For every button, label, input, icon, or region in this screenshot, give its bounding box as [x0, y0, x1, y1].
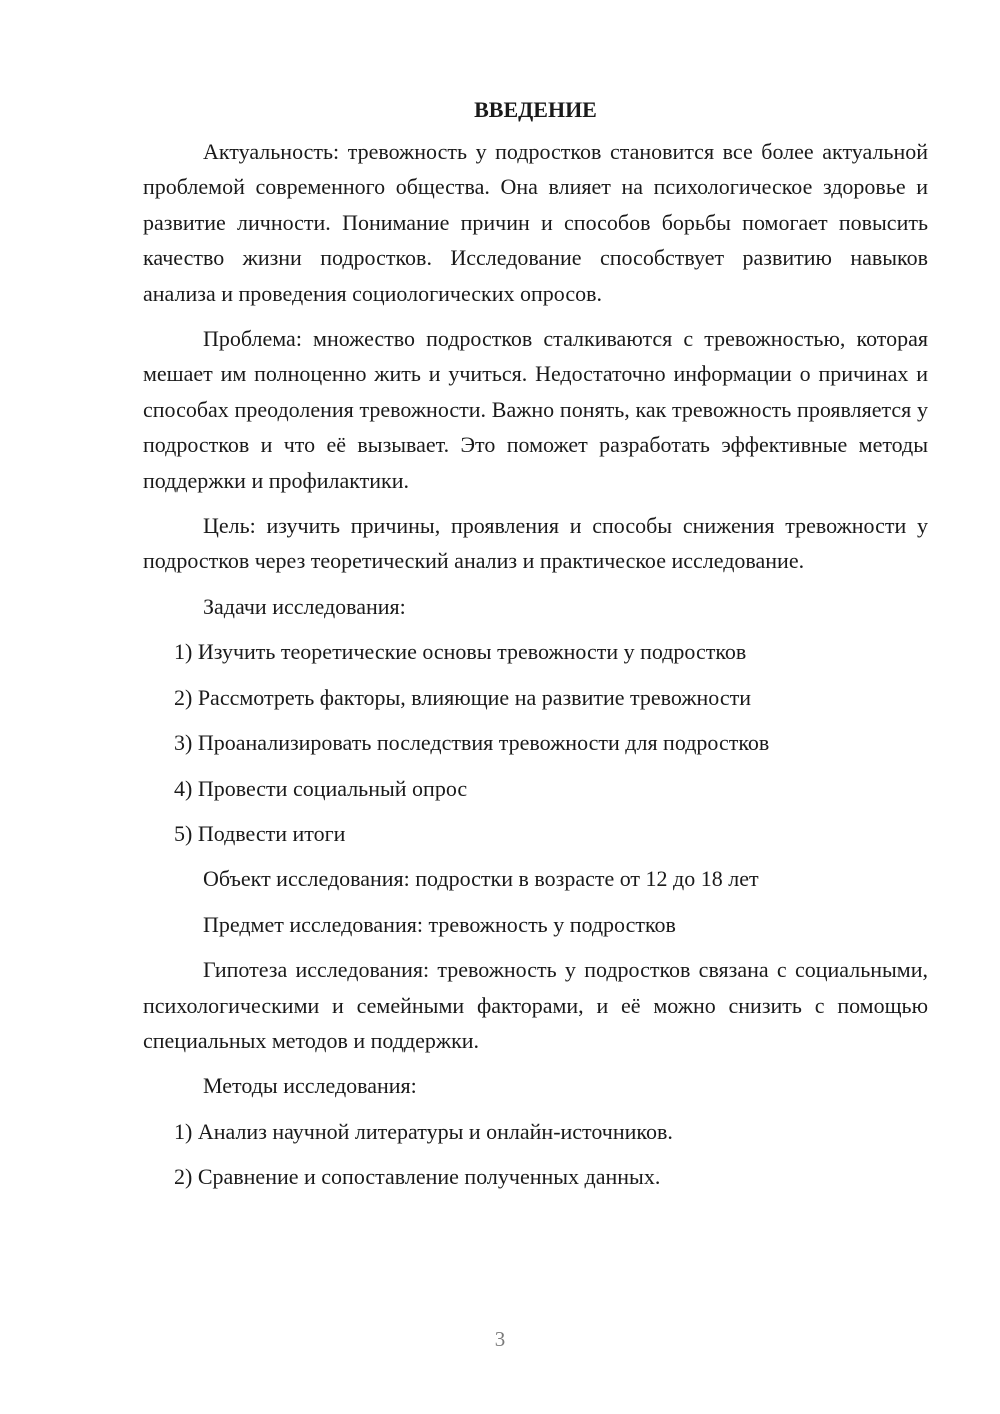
- relevance-paragraph: Актуальность: тревожность у подростков становится все более актуальной проблемой современного общества. Она влияет на психологическое здоровье и развитие личности. Понимание причин и способов борьбы помогает повысить качество жизни подростков. Исследование способствует развитию навыков анализа и проведения социологических опросов.: [143, 139, 928, 306]
- methods-heading: Методы исследования:: [203, 1073, 417, 1099]
- task-item-2: 2) Рассмотреть факторы, влияющие на развитие тревожности: [174, 684, 752, 710]
- page-title: ВВЕДЕНИЕ: [474, 97, 597, 122]
- task-item-3: 3) Проанализировать последствия тревожности для подростков: [174, 730, 770, 756]
- hypothesis-paragraph: Гипотеза исследования: тревожность у подростков связана с социальными, психологическими и семейными факторами, и её можно снизить с помощью специальных методов и поддержки.: [143, 957, 928, 1053]
- research-object: Объект исследования: подростки в возрасте от 12 до 18 лет: [203, 866, 759, 892]
- method-item-1: 1) Анализ научной литературы и онлайн-источников.: [174, 1118, 673, 1144]
- task-item-5: 5) Подвести итоги: [174, 820, 346, 846]
- task-item-4: 4) Провести социальный опрос: [174, 775, 468, 801]
- goal-paragraph: Цель: изучить причины, проявления и способы снижения тревожности у подростков через теоретический анализ и практическое исследование.: [143, 513, 928, 574]
- method-item-2: 2) Сравнение и сопоставление полученных данных.: [174, 1164, 661, 1190]
- page-number: 3: [494, 1327, 506, 1351]
- research-subject: Предмет исследования: тревожность у подростков: [203, 911, 676, 937]
- page-content: [143, 92, 928, 1205]
- tasks-heading: Задачи исследования:: [203, 593, 406, 619]
- task-item-1: 1) Изучить теоретические основы тревожности у подростков: [174, 639, 747, 665]
- problem-paragraph: Проблема: множество подростков сталкиваются с тревожностью, которая мешает им полноценно жить и учиться. Недостаточно информации о причинах и способах преодоления тревожности. Важно понять, как тревожность проявляется у подростков и что её вызывает. Это поможет разработать эффективные методы поддержки и профилактики.: [143, 326, 928, 493]
